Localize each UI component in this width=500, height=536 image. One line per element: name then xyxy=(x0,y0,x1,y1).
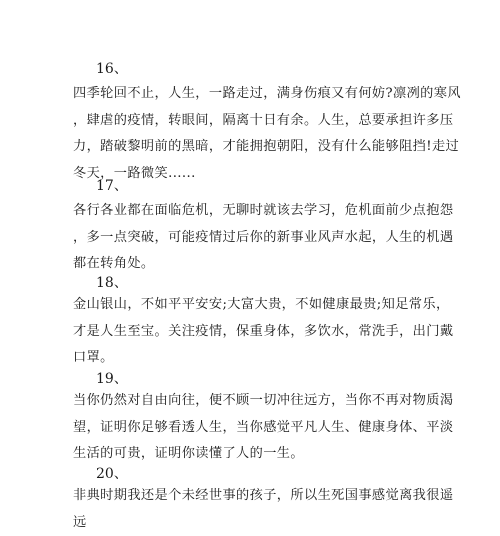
entry-text xyxy=(73,388,453,468)
text-line: 当你仍然对自由向往，便不顾一切冲往远方，当你不再对物质渴 xyxy=(73,388,453,415)
text-line: ，多一点突破，可能疫情过后你的新事业风声水起，人生的机遇 xyxy=(73,225,453,252)
entry-number: 19、 xyxy=(96,369,128,389)
entry-text xyxy=(73,198,453,278)
text-line: 望，证明你足够看透人生，当你感觉平凡人生、健康身体、平淡 xyxy=(73,415,453,442)
text-line: 金山银山，不如平平安安;大富大贵，不如健康最贵;知足常乐， xyxy=(73,292,453,319)
text-line: 口罩。 xyxy=(73,345,453,372)
entry-number: 18、 xyxy=(96,273,128,293)
text-line: 冬天，一路微笑...... xyxy=(73,161,453,188)
entry-text xyxy=(73,483,453,536)
entry-number: 16、 xyxy=(96,59,128,79)
entry-text xyxy=(73,292,453,372)
text-line: 各行各业都在面临危机，无聊时就该去学习，危机面前少点抱怨 xyxy=(73,198,453,225)
text-line: 才是人生至宝。关注疫情，保重身体，多饮水，常洗手，出门戴 xyxy=(73,319,453,346)
text-line: 力，踏破黎明前的黑暗，才能拥抱朝阳，没有什么能够阻挡!走过 xyxy=(73,134,453,161)
text-line: 生活的可贵，证明你读懂了人的一生。 xyxy=(73,441,453,468)
entry-text xyxy=(73,81,453,187)
text-line: ，肆虐的疫情，转眼间，隔离十日有余。人生，总要承担许多压 xyxy=(73,108,453,135)
entry-number: 17、 xyxy=(96,176,128,196)
text-line: 远 xyxy=(73,510,453,536)
text-line: 四季轮回不止，人生，一路走过，满身伤痕又有何妨?凛冽的寒风 xyxy=(73,81,453,108)
text-line: 都在转角处。 xyxy=(73,251,453,278)
entry-number: 20、 xyxy=(96,464,128,484)
text-line: 非典时期我还是个未经世事的孩子，所以生死国事感觉离我很遥 xyxy=(73,483,453,510)
